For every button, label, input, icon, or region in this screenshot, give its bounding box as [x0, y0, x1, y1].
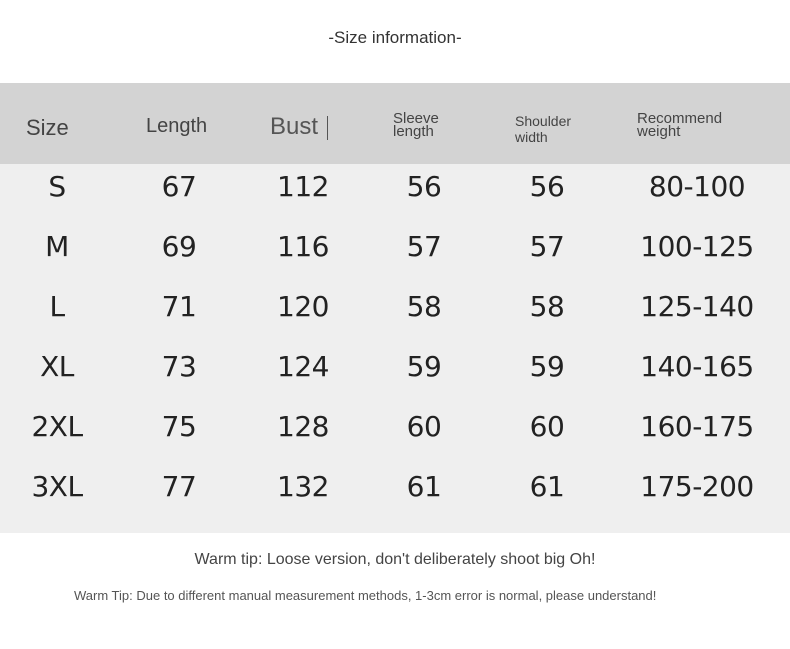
cell-shoulder: 58 — [529, 290, 565, 323]
cell-size: S — [48, 170, 66, 203]
cell-length: 75 — [161, 410, 197, 443]
table-header — [0, 83, 790, 164]
header-length: Length — [146, 115, 208, 137]
cell-weight: 125-140 — [640, 290, 754, 323]
size-table-body — [0, 164, 790, 533]
cell-bust: 124 — [277, 350, 329, 383]
table-row — [0, 464, 790, 524]
header-sleeve-length: Sleeve length — [393, 110, 439, 140]
table-row — [0, 284, 790, 344]
cell-size: L — [49, 290, 65, 323]
cell-weight: 100-125 — [640, 230, 754, 263]
cell-shoulder: 60 — [529, 410, 565, 443]
cell-sleeve: 57 — [406, 230, 442, 263]
header-bust: Bust — [270, 113, 319, 140]
cell-size: 3XL — [31, 470, 83, 503]
cell-shoulder: 56 — [529, 170, 565, 203]
cell-bust: 112 — [277, 170, 329, 203]
warm-tip-measurement: Warm Tip: Due to different manual measurement methods, 1-3cm error is normal, please understand! — [74, 588, 657, 603]
header-recommend-weight: Recommend weight — [637, 110, 723, 140]
cell-shoulder: 59 — [529, 350, 565, 383]
cell-weight: 140-165 — [640, 350, 754, 383]
header-divider — [327, 116, 328, 140]
warm-tip-loose: Warm tip: Loose version, don't deliberately shoot big Oh! — [194, 551, 596, 568]
table-row — [0, 404, 790, 464]
header-shoulder-width: Shoulder width — [515, 113, 572, 145]
cell-weight: 80-100 — [648, 170, 746, 203]
cell-sleeve: 59 — [406, 350, 442, 383]
cell-shoulder: 61 — [529, 470, 565, 503]
cell-size: 2XL — [31, 410, 83, 443]
cell-length: 69 — [161, 230, 197, 263]
cell-length: 73 — [161, 350, 197, 383]
table-row — [0, 164, 790, 224]
cell-length: 77 — [161, 470, 197, 503]
cell-bust: 128 — [277, 410, 329, 443]
table-row — [0, 224, 790, 284]
cell-bust: 132 — [277, 470, 329, 503]
cell-sleeve: 56 — [406, 170, 442, 203]
cell-length: 67 — [161, 170, 197, 203]
cell-sleeve: 61 — [406, 470, 442, 503]
cell-size: M — [45, 230, 69, 263]
cell-sleeve: 60 — [406, 410, 442, 443]
cell-bust: 120 — [277, 290, 329, 323]
page-title: -Size information- — [328, 28, 462, 47]
cell-weight: 160-175 — [640, 410, 754, 443]
cell-length: 71 — [161, 290, 197, 323]
cell-sleeve: 58 — [406, 290, 442, 323]
table-row — [0, 344, 790, 404]
cell-bust: 116 — [277, 230, 329, 263]
cell-shoulder: 57 — [529, 230, 565, 263]
cell-size: XL — [40, 350, 74, 383]
cell-weight: 175-200 — [640, 470, 754, 503]
header-size: Size — [26, 115, 69, 140]
